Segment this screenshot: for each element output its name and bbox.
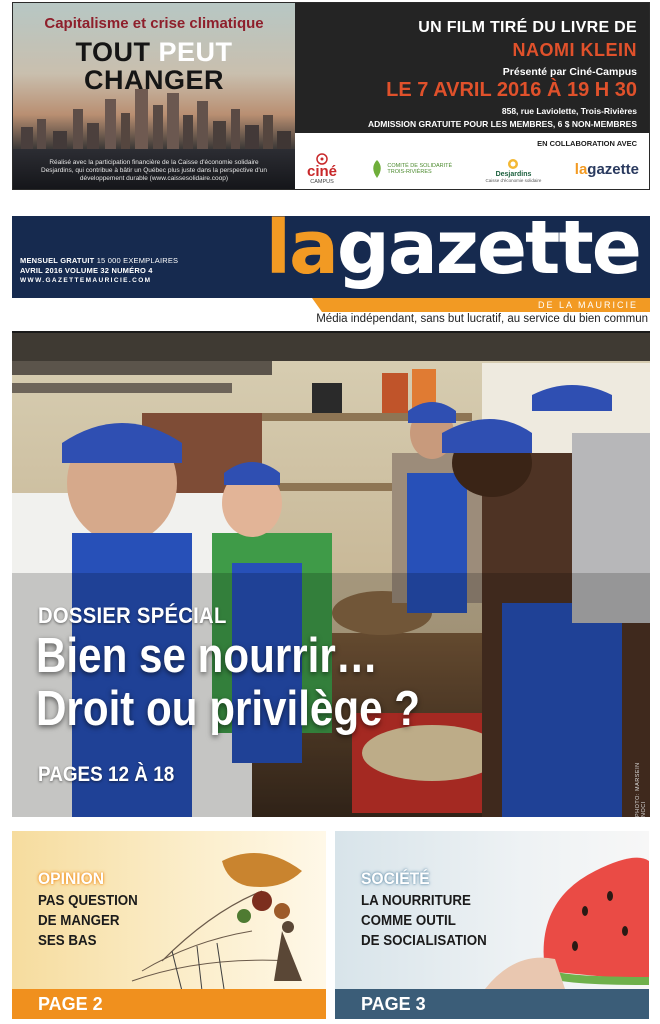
tagline: Média indépendant, sans but lucratif, au service du bien commun [316,313,648,325]
sun-icon [502,155,524,171]
partner-logos [307,149,639,189]
ad-film-line: UN FILM TIRÉ DU LIVRE DE [418,19,637,36]
teaser-page-ref[interactable]: PAGE 3 [335,989,649,1019]
ad-event-date: LE 7 AVRIL 2016 À 19 H 30 [386,79,637,101]
cover-page-ref[interactable]: PAGES 12 À 18 [38,763,175,786]
ad-sponsor-credit: Réalisé avec la participation financière de la Caisse d'économie solidaire Desjardins, qui contribue à bâtir un Québec plus juste dans la perspective d'un développement durable (www.caissesolidaire.coop) [41,159,267,182]
ad-title-line2: CHANGER [83,65,224,95]
dossier-kicker: DOSSIER SPÉCIAL [38,603,227,628]
ad-address: 858, rue Laviolette, Trois-Rivières [501,106,637,116]
ad-kicker: Capitalisme et crise climatique [44,15,264,32]
kitchen-scene-image [12,333,650,817]
ad-photo-panel [13,3,295,189]
issue-line2: AVRIL 2016 VOLUME 32 NUMÉRO 4 [20,266,153,275]
advertisement-banner[interactable] [12,2,650,190]
photo-credit: PHOTO: MARSEIN NOCI [635,762,647,817]
comite-solidarite-logo[interactable]: COMITÉ DE SOLIDARITÉ TROIS-RIVIÈRES [370,159,452,179]
lagazette-small-logo[interactable]: lagazette [574,160,639,178]
issue-line1: MENSUEL GRATUIT 15 000 EXEMPLAIRES [20,256,179,265]
cover-photo[interactable] [12,331,650,817]
issue-info [20,256,178,286]
cover-headline[interactable] [36,630,420,736]
teaser-opinion[interactable] [12,831,326,1019]
ad-author: NAOMI KLEIN [512,40,637,60]
ad-title-line1: TOUT PEUT [75,37,233,67]
teaser-category: SOCIÉTÉ [361,869,430,888]
teaser-headline: LA NOURRITURE COMME OUTIL DE SOCIALISATION [361,893,487,949]
cine-campus-logo[interactable]: ciné CAMPUS [307,153,337,185]
teaser-category: OPINION [38,869,105,888]
ad-collab-label: EN COLLABORATION AVEC [537,139,637,148]
ad-info-panel [295,3,649,189]
teaser-societe[interactable] [335,831,649,1019]
ad-presenter: Présenté par Ciné-Campus [502,66,637,78]
teaser-headline: PAS QUESTION DE MANGER SES BAS [38,893,138,949]
ad-admission: ADMISSION GRATUITE POUR LES MEMBRES, 6 $ NON-MEMBRES [367,119,637,129]
ad-partners [295,133,649,189]
desjardins-logo[interactable]: Desjardins Caisse d'économie solidaire [486,155,542,183]
leaf-icon [370,159,384,179]
masthead-subtitle: DE LA MAURICIE [322,298,650,312]
ad-event-details [295,3,649,133]
masthead [12,205,650,310]
website-url[interactable]: WWW.GAZETTEMAURICIE.COM [20,277,152,284]
cover-headline-line2: Droit ou privilège ? [36,682,420,736]
cover-headline-line1: Bien se nourrir… [36,629,378,683]
lagazette-logo[interactable]: lagazette [265,205,640,291]
masthead-bar-notch [312,298,322,312]
teaser-page-ref[interactable]: PAGE 2 [12,989,326,1019]
